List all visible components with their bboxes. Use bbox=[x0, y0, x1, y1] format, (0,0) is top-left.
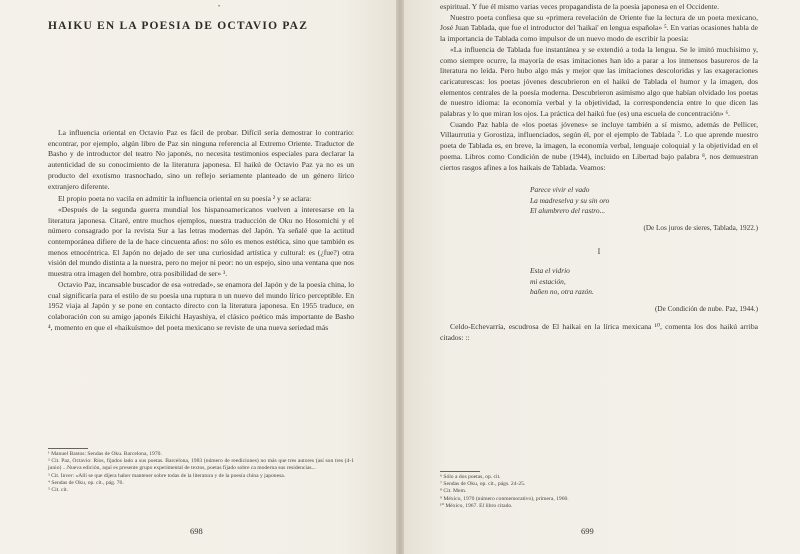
page-number: 698 bbox=[190, 526, 203, 536]
chapter-title: HAIKU EN LA POESIA DE OCTAVIO PAZ bbox=[48, 20, 309, 32]
right-page bbox=[400, 0, 800, 554]
footnote: ¹ Manuel Bastos: Sendas de Oku. Barcelona, 1970. bbox=[48, 451, 162, 457]
left-body-text bbox=[48, 128, 354, 333]
footnote: ⁷ Sendas de Oku, op. cit., págs. 24-25. bbox=[440, 481, 526, 488]
footnote: ³ Cit. Inver: «Allí se que dijera haber mantener sobre todas de la literatura y de la poesía china y japonesa. bbox=[48, 472, 286, 479]
footnote: ⁶ Sólo a dos poetas, op. cit. bbox=[440, 474, 501, 480]
paragraph: Nuestro poeta confiesa que su «primera revelación de Oriente fue la lectura de un poeta mexicano, José Juan Tablada, que fue el introductor del 'haikai' en lengua española» ⁵. En varias ocasiones habla de la importancia de Tablada como impulsor de un nuevo modo de escribir la poesía: bbox=[440, 12, 758, 44]
paragraph: espiritual. Y fue él mismo varias veces propagandista de la poesía japonesa en el Occidente. bbox=[440, 2, 720, 11]
quote-paragraph: «La influencia de Tablada fue instantánea y se extendió a toda la lengua. Se le imitó muchísimo y, como siempre ocurre, la mayoría de esas imitaciones han ido a parar a los inmensos basureros de la literatura no leída. Pero hubo algo más y mejor que las imitaciones descoloridas y las exageraciones caricaturescas: los poetas jóvenes descubrieron en el haikú de Tablada el humor y la imagen, dos elementos centrales de la poesía moderna. Descubrieron asimismo algo que habían olvidado los poetas de nuestro idioma: la economía verbal y la objetividad, la correspondencia entre lo que dicen las palabras y lo que miran los ojos. La práctica del haikú fue (es) una escuela de concentración» ⁶. bbox=[440, 44, 758, 119]
footnote: ¹⁰ México, 1967. El libro citado. bbox=[440, 502, 513, 509]
footnote: ⁸ Cit. Mem. bbox=[440, 488, 467, 495]
footnote: ⁹ México, 1970 (número conmemorativo), primera, 1960. bbox=[440, 495, 569, 502]
paragraph: El propio poeta no vacila en admitir la influencia oriental en su poesía ² y se aclara: bbox=[58, 194, 312, 204]
poem-citation: (De Los juros de sieres, Tablada, 1922.) bbox=[643, 224, 758, 233]
poem-citation: (De Condición de nube. Paz, 1944.) bbox=[655, 304, 758, 313]
paragraph: Octavio Paz, incansable buscador de esa «otredad», se enamora del Japón y de la poesía china, lo cual significaría para el estilo de su poesía una ruptura n un nuevo del mundo lírico perceptible. En 1952 viaja al Japón y se pone en contacto directo con la literatura japonesa. En 1955 traduce, en colaboración con su amigo japonés Eikichi Hayashiya, el clásico poético más importante de Basho ⁴, momento en que el «haikuísmo» del poeta mexicano se reviste de una nueva seriedad más bbox=[48, 279, 354, 332]
left-footnotes bbox=[48, 448, 354, 494]
page-number: 699 bbox=[581, 526, 594, 536]
poem-line: mi estación, bbox=[530, 276, 566, 286]
paragraph: Cuando Paz habla de «los poetas jóvenes» se incluye también a sí mismo, además de Pellicer, Villaurrutia y Gorostiza, influenciados, según él, por el ejemplo de Tablada ⁷. Lo que aprende nuestro poeta de Tablada es, en breve, la imagen, la economía verbal, lenguaje coloquial y la objetividad en el poema. Libros como Condición de nube (1944), incluido en Libertad bajo palabra ⁸, nos demuestran ciertos rasgos afines a los haikais de Tablada. Veamos: bbox=[440, 119, 758, 172]
haiku-paz bbox=[530, 266, 758, 298]
quote-paragraph: «Después de la segunda guerra mundial los hispanoamericanos vuelven a interesarse en la literatura japonesa. Citaré, entre muchos ejemplos, nuestra traducción de Oku no Hosomichi y el número consagrado por la revista Sur a las letras modernas del Japón. Ya señalé que la actitud contemporánea difiere de la de hace cincuenta años: no sólo es menos estética, sino que también es menos etnocéntrica. El Japón no dejado de ser una curiosidad artística y cultural: es (¿fue?) otra visión del mundo distinta a la nuestra, pero no mejor ni peor: no un espejo, sino una ventana que nos muestra otra imagen del hombre, otra posibilidad de ser» ³. bbox=[48, 204, 354, 279]
poem-line: Parece vivir el vado bbox=[530, 185, 590, 195]
book-gutter bbox=[396, 0, 404, 554]
section-numeral: I bbox=[597, 247, 601, 257]
poem-line: Esta el vidrio bbox=[530, 266, 570, 276]
footnote-rule bbox=[48, 448, 88, 449]
haiku-tablada bbox=[530, 185, 758, 217]
footnote: ⁴ Sendas de Oku, op. cit., pág. 76. bbox=[48, 479, 124, 486]
paragraph: La influencia oriental en Octavio Paz es fácil de probar. Difícil sería demostrar lo contrario: encontrar, por ejemplo, algún libro de Paz sin ninguna referencia al Extremo Oriente. Traductor de Basho y de introductor del teatro No japonés, no necesita testimonios especiales para declarar la autenticidad de su conocimiento de la literatura japonesa. El haikú de Octavio Paz ya no es un producto del exotismo trasnochado, sino un reflejo seriamente planteado de un género lírico extranjero diferente. bbox=[48, 128, 354, 191]
poem-line: El alumbrero del rastro... bbox=[530, 206, 606, 216]
poem-line: La madreselva y su sin oro bbox=[530, 195, 610, 205]
poem-line: bañen no, otra razón. bbox=[530, 287, 594, 297]
page-speck: • bbox=[218, 4, 221, 10]
footnote: ⁵ Cit. cit. bbox=[48, 487, 68, 494]
footnote-rule bbox=[440, 471, 480, 472]
right-body-text bbox=[440, 2, 758, 343]
paragraph: Celdo-Echevarría, escudrosa de El haikai en la lírica mexicana ¹⁰, comenta los dos haikú arriba citados: :: bbox=[440, 321, 758, 342]
right-footnotes bbox=[440, 471, 758, 510]
footnote: ² Cit. Paz, Octavio: Ríos, fijados lado a sus poetas. Barcelona, 1983 (número de reediciones) no más que tres autores (así son tres (4-1 junio) ...Nueva edición, aquí es presente grupo experimental de textos, poetas fijado sobre ca moderna sus residencias... bbox=[48, 458, 354, 472]
